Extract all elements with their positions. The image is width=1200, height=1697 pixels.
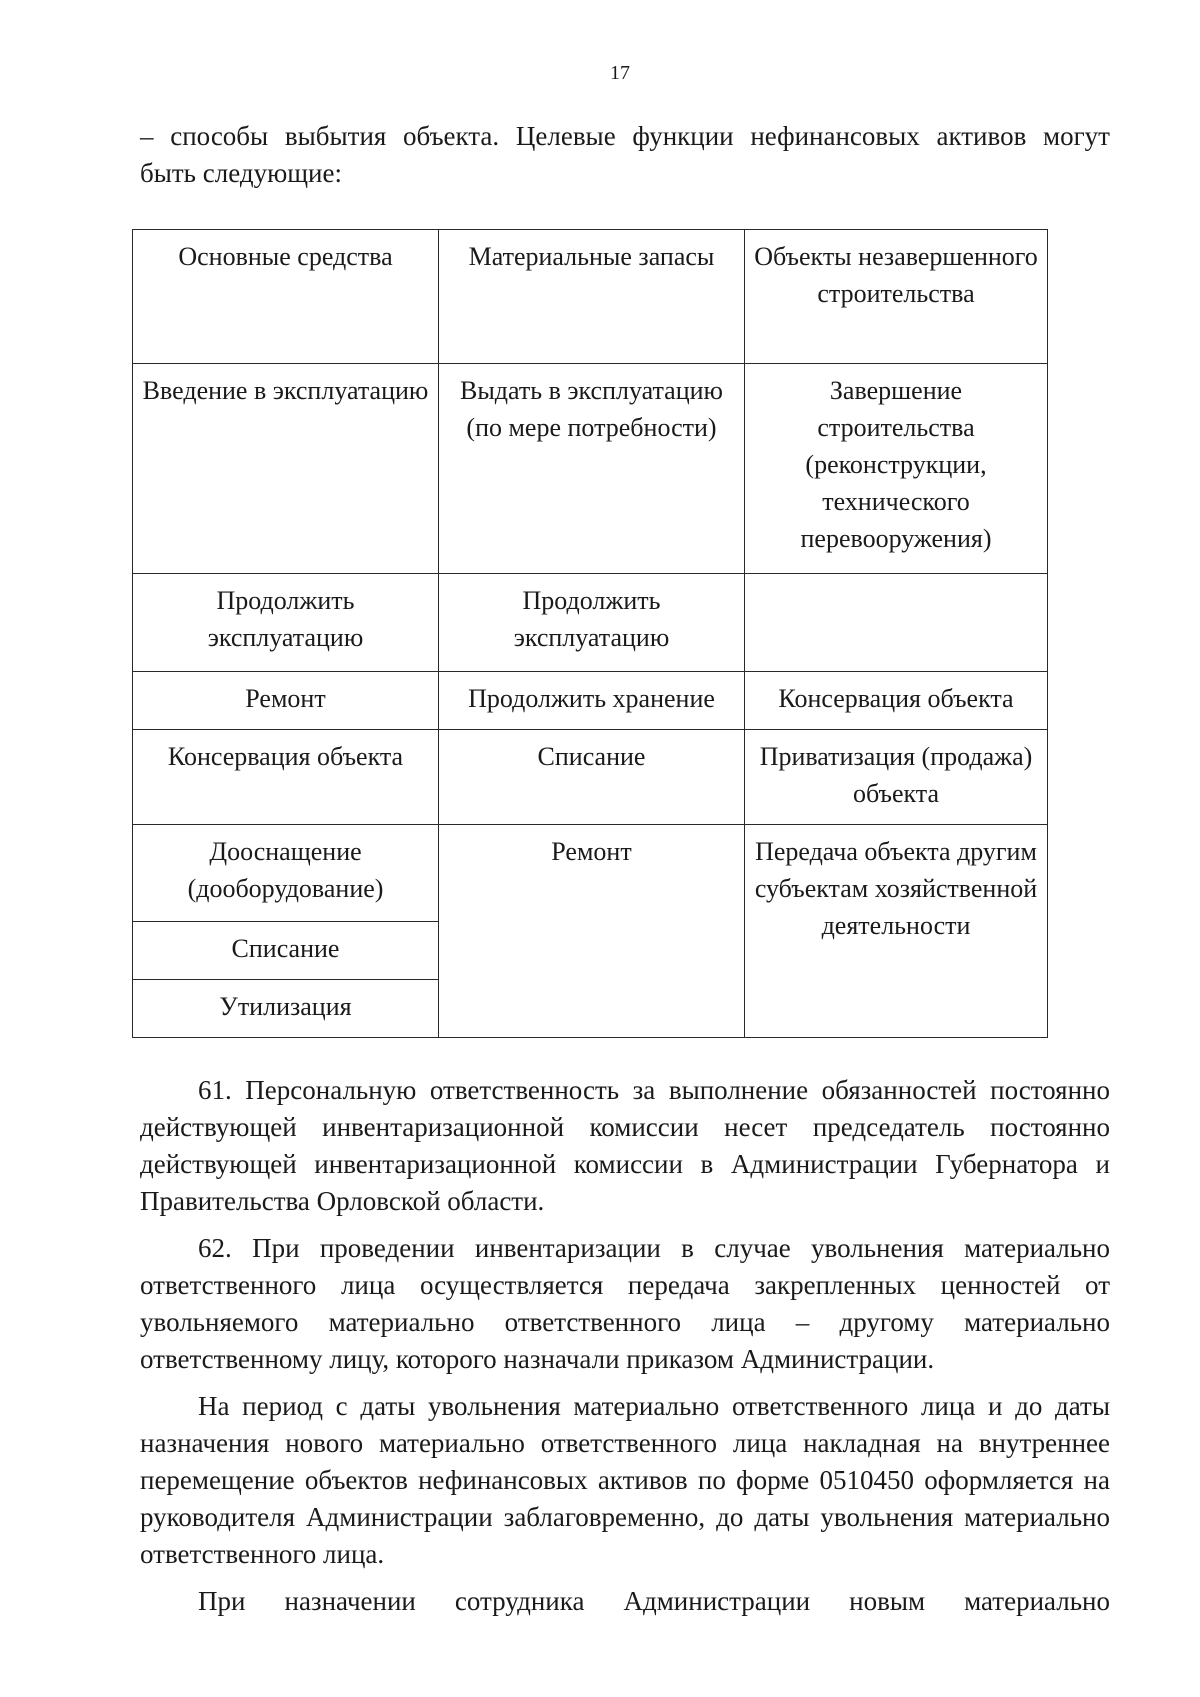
table-row bbox=[133, 730, 1048, 825]
header-fixed-assets: Основные средства bbox=[133, 230, 439, 364]
intro-text bbox=[140, 118, 1110, 192]
table-cell: Ремонт bbox=[439, 825, 745, 1038]
table-cell: Завершение строительства (реконструкции, технического перевооружения) bbox=[745, 364, 1048, 574]
table-cell: Утилизация bbox=[133, 980, 439, 1038]
table-row bbox=[133, 364, 1048, 574]
table-cell: Списание bbox=[133, 922, 439, 980]
table-cell: Консервация объекта bbox=[133, 730, 439, 825]
table-row bbox=[133, 672, 1048, 730]
table-header-row bbox=[133, 230, 1048, 364]
table-cell: Дооснащение (дооборудование) bbox=[133, 825, 439, 922]
asset-functions-table bbox=[132, 229, 1048, 1038]
table-row bbox=[133, 574, 1048, 672]
table-row bbox=[133, 825, 1048, 922]
body-text bbox=[140, 1072, 1110, 1630]
table-cell: Продолжить хранение bbox=[439, 672, 745, 730]
header-inventories: Материальные запасы bbox=[439, 230, 745, 364]
intro-line-2: быть следующие: bbox=[140, 158, 342, 188]
header-construction-in-progress: Объекты незавершенного строительства bbox=[745, 230, 1048, 364]
intro-line-1: – способы выбытия объекта. Целевые функции нефинансовых активов могут bbox=[140, 121, 1110, 151]
table-cell: Списание bbox=[439, 730, 745, 825]
page-number: 17 bbox=[610, 62, 630, 84]
table-cell: Ремонт bbox=[133, 672, 439, 730]
table-cell bbox=[745, 574, 1048, 672]
paragraph: На период с даты увольнения материально ответственного лица и до даты назначения нового материально ответственного лица накладная на внутреннее перемещение объектов нефинансовых активов по форме 0510450 оформляется на руководителя Администрации заблаговременно, до даты увольнения материально ответственного лица. bbox=[140, 1391, 1110, 1569]
table-cell: Продолжить эксплуатацию bbox=[439, 574, 745, 672]
table-cell: Передача объекта другим субъектам хозяйственной деятельности bbox=[745, 825, 1048, 1038]
table-cell: Приватизация (продажа) объекта bbox=[745, 730, 1048, 825]
table-cell: Выдать в эксплуатацию (по мере потребности) bbox=[439, 364, 745, 574]
paragraph-62: 62. При проведении инвентаризации в случае увольнения материально ответственного лица осуществляется передача закрепленных ценностей от увольняемого материально ответственного лица – другому материально ответственному лицу, которого назначали приказом Администрации. bbox=[140, 1233, 1110, 1374]
table-cell: Введение в эксплуатацию bbox=[133, 364, 439, 574]
paragraph: При назначении сотрудника Администрации новым материально bbox=[198, 1586, 1110, 1616]
table-cell: Консервация объекта bbox=[745, 672, 1048, 730]
table-cell: Продолжить эксплуатацию bbox=[133, 574, 439, 672]
paragraph-61: 61. Персональную ответственность за выполнение обязанностей постоянно действующей инвентаризационной комиссии несет председатель постоянно действующей инвентаризационной комиссии в Администрации Губернатора и Правительства Орловской области. bbox=[140, 1075, 1110, 1216]
